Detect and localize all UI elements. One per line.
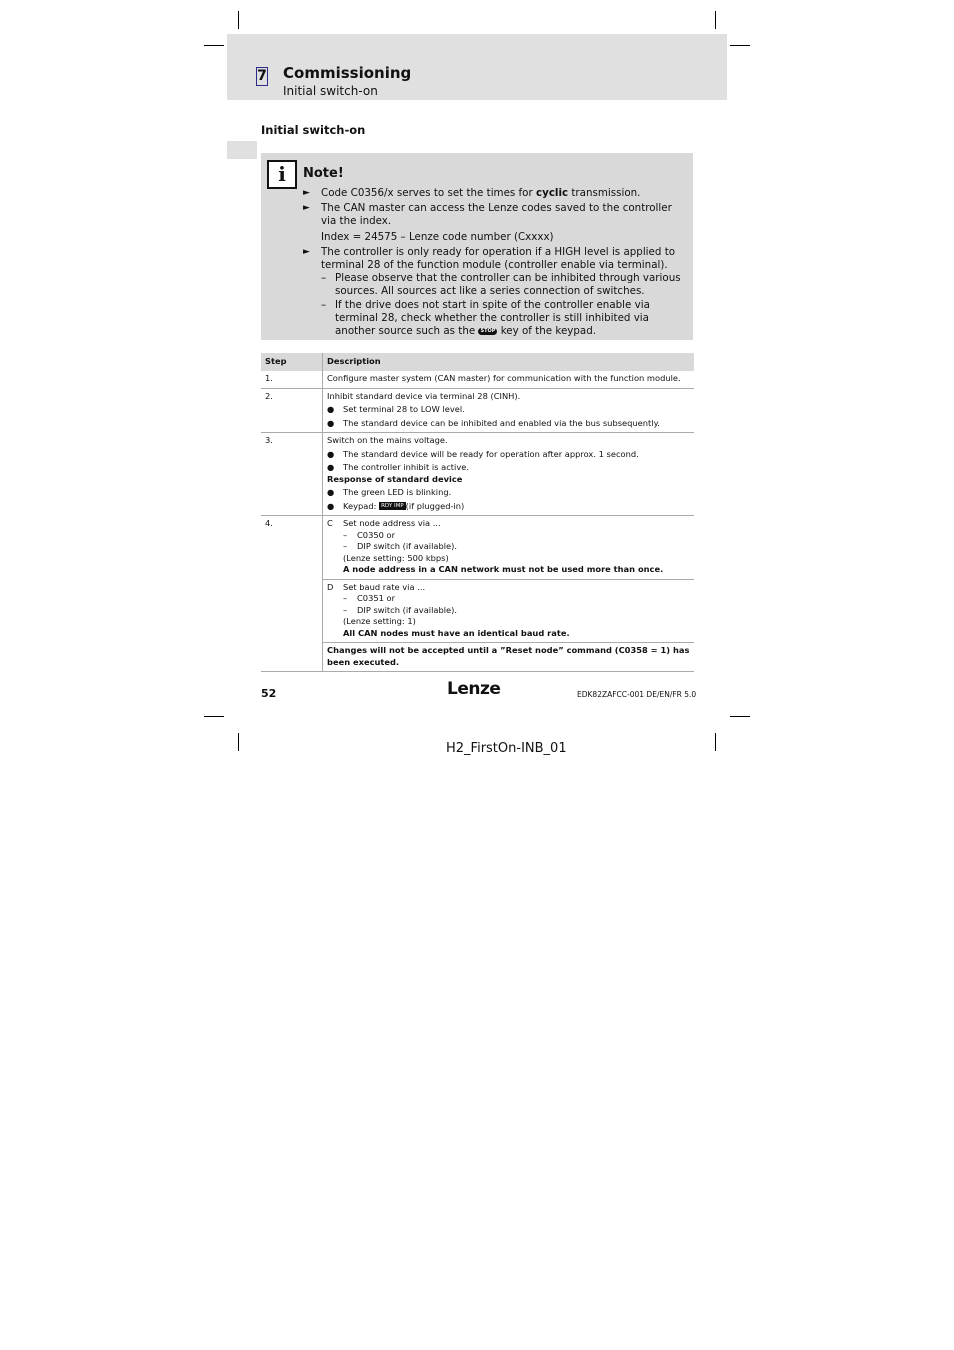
note-subitem: – Please observe that the controller can be inhibited through various sources. All sources act like a series connection of switches. (321, 272, 681, 298)
crop-mark (204, 45, 224, 46)
step-description: Switch on the mains voltage. ● The standard device will be ready for operation after approx. 1 second. ● The controller inhibit is active. Response of standard device ● The green LED is blinking. ● Keypad: RDY IMP (if plugged-in) (323, 433, 695, 516)
column-header-step: Step (261, 353, 323, 371)
lenze-logo: Lenze (447, 679, 501, 699)
step-number: 2. (261, 388, 323, 433)
arrow-icon: ► (303, 188, 310, 198)
stop-key-icon: STOP (480, 327, 496, 334)
note-subitem: – If the drive does not start in spite of the controller enable via terminal 28, check whether the controller is still inhibited via another source such as the STOP key of the keypad. (321, 298, 650, 338)
step-number: 4. (261, 516, 323, 672)
step-description: D Set baud rate via ... – C0351 or – DIP switch (if available). (Lenze setting: 1) All CAN nodes must have an identical baud rate. (323, 579, 695, 643)
note-item: ► Code C0356/x serves to set the times for cyclic transmission. (303, 187, 641, 199)
step-description: Configure master system (CAN master) for communication with the function module. (323, 371, 695, 388)
crop-mark (730, 45, 750, 46)
arrow-icon: ► (303, 203, 310, 214)
crop-mark (715, 733, 716, 751)
table-row (261, 433, 694, 516)
document-id: EDK82ZAFCC-001 DE/EN/FR 5.0 (577, 690, 697, 699)
response-title: Response of standard device (327, 473, 463, 484)
crop-mark (204, 716, 224, 717)
table-row (261, 516, 694, 580)
note-title: Note! (303, 166, 344, 181)
note-body (303, 187, 689, 338)
step-description: C Set node address via ... – C0350 or – DIP switch (if available). (Lenze setting: 500 kbps) A node address in a CAN network must not be used more than once. (323, 516, 695, 580)
step-number: 1. (261, 371, 323, 388)
side-tab (227, 141, 257, 159)
page-number: 52 (261, 687, 277, 700)
section-title: Initial switch-on (261, 123, 366, 137)
keypad-display-icon: RDY IMP (381, 503, 404, 509)
table-row (261, 388, 694, 433)
step-description: Inhibit standard device via terminal 28 (CINH). ● Set terminal 28 to LOW level. ● The standard device can be inhibited and enabled via the bus subsequently. (323, 388, 695, 433)
arrow-icon: ► (303, 246, 310, 257)
note-item: ► The controller is only ready for operation if a HIGH level is applied to terminal 28 of the function module (controller enable via terminal). (303, 245, 676, 272)
crop-mark (238, 733, 239, 751)
crop-mark (238, 11, 239, 29)
crop-mark (730, 716, 750, 717)
column-header-description: Description (323, 353, 695, 371)
final-note: Changes will not be accepted until a ”Reset node” command (C0358 = 1) has been executed. (323, 643, 695, 672)
index-formula: Index = 24575 – Lenze code number (Cxxxx) (321, 230, 554, 243)
table-row (261, 643, 694, 672)
chapter-title: Commissioning (283, 64, 412, 82)
crop-mark (715, 11, 716, 29)
steps-table (261, 353, 694, 672)
table-row (261, 371, 694, 388)
chapter-number: 7 (257, 68, 267, 84)
chapter-subtitle: Initial switch-on (283, 84, 378, 98)
note-item: ► The CAN master can access the Lenze codes saved to the controller via the index. (303, 202, 672, 228)
info-icon: i (267, 160, 297, 189)
table-row (261, 579, 694, 643)
step-number: 3. (261, 433, 323, 516)
table-header (261, 353, 694, 371)
file-label: H2_FirstOn-INB_01 (446, 741, 567, 756)
